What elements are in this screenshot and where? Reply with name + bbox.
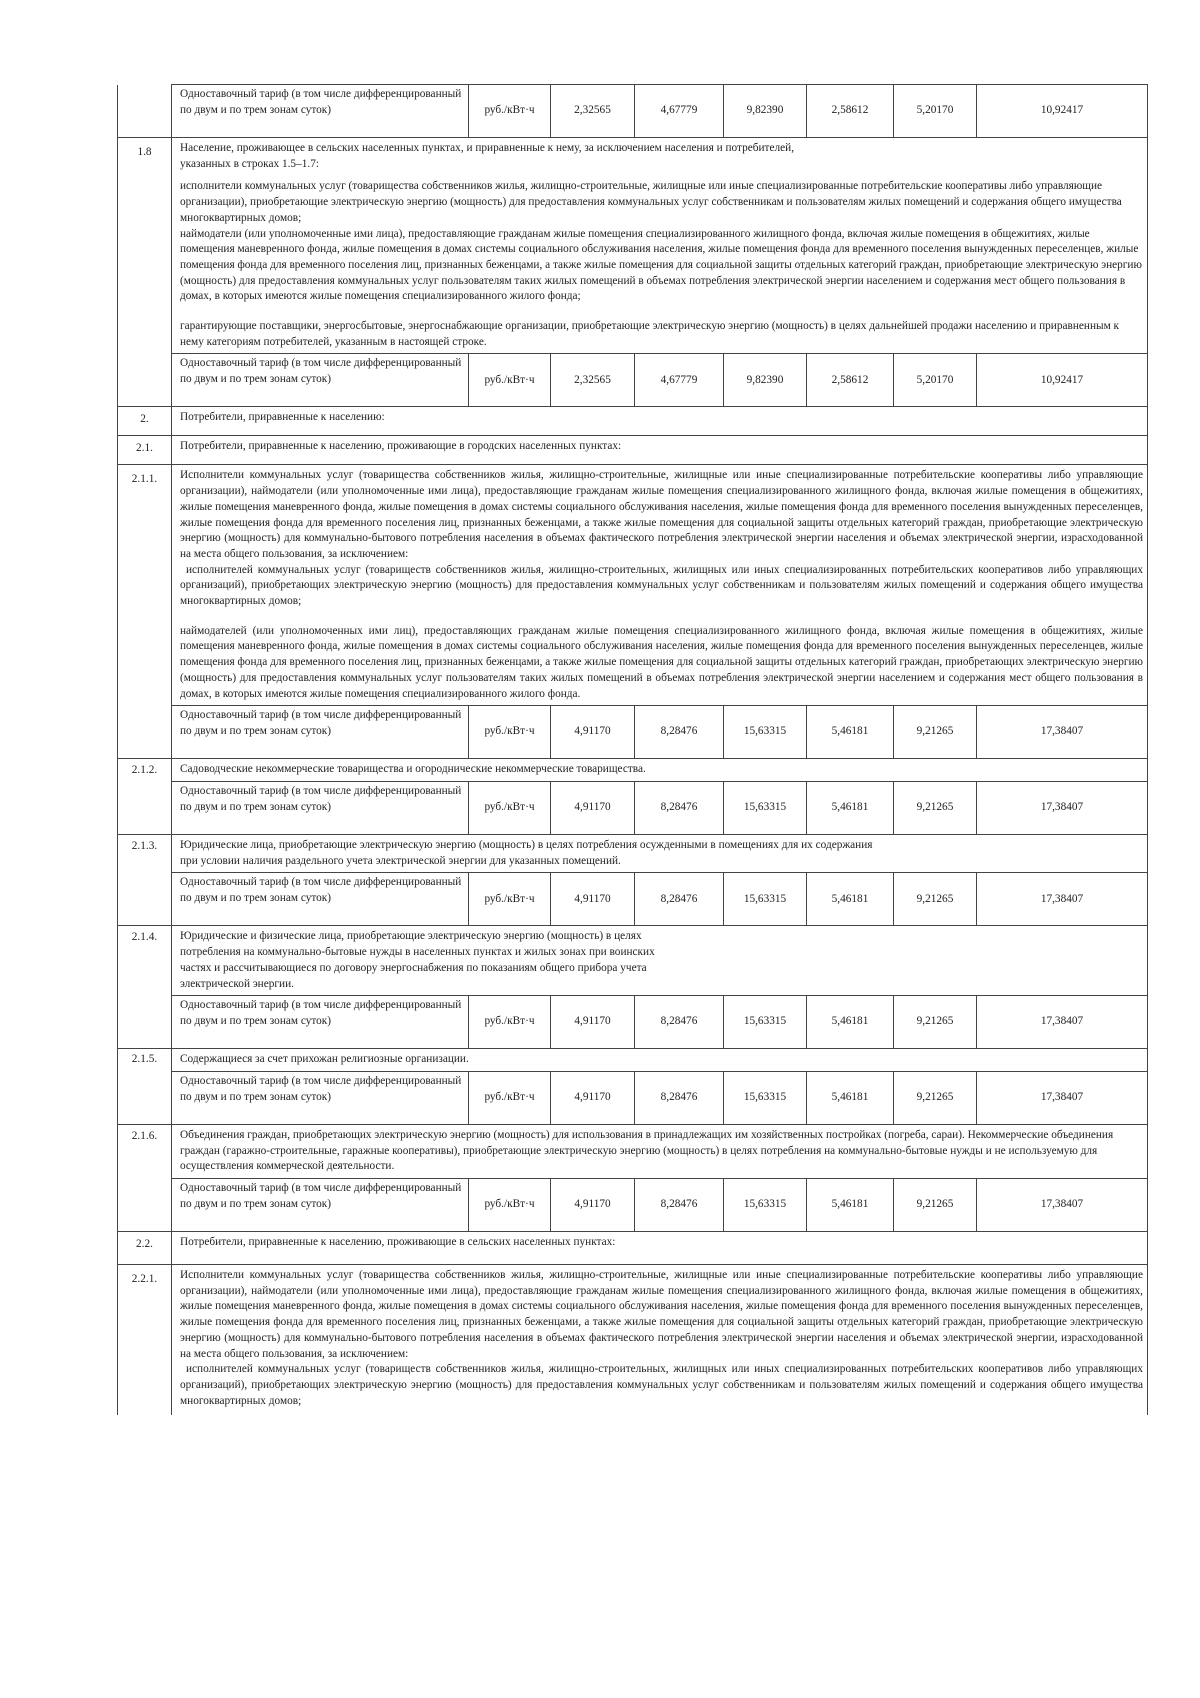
tariff-value: 5,20170 — [894, 85, 977, 138]
row-paragraph: Исполнители коммунальных услуг (товарищества собственников жилья, жилищно-строительные, жилищные или иные специализированные потребительские кооперативы либо управляющие организации), наймодатели (или уполномоченные ими лица), предоставляющие гражданам жилые помещения специализированного жилищного фонда, включая жилые помещения в общежитиях, жилые помещения маневренного фонда, жилые помещения в домах системы социального обслуживания населения, жилые помещения фонда для временного поселения вынужденных переселенцев, жилые помещения фонда для временного поселения лиц, признанных беженцами, а также жилые помещения для социальной защиты отдельных категорий граждан, приобретающие электрическую энергию (мощность) для коммунально-бытового потребления населения в объемах фактического потребления электрической энергии населения и объемах электрической энергии, израсходованной на места общего пользования, за исключением: — [180, 469, 1143, 560]
tariff-row — [118, 354, 1148, 407]
tariff-value: 9,21265 — [894, 873, 977, 926]
tariff-value: 4,91170 — [551, 996, 635, 1049]
tariff-value: 4,91170 — [551, 1179, 635, 1232]
tariff-value: 9,82390 — [724, 85, 807, 138]
tariff-value: 2,58612 — [807, 85, 894, 138]
tariff-value: 5,46181 — [807, 706, 894, 759]
section-row — [118, 1232, 1148, 1265]
tariff-value: 9,21265 — [894, 706, 977, 759]
row-number: 2.1.2. — [118, 759, 172, 835]
row-number: 2.1.3. — [118, 834, 172, 925]
tariff-label: Одноставочный тариф (в том числе дифференцированный по двум и по трем зонам суток) — [172, 85, 469, 138]
row-paragraph: гарантирующие поставщики, энергосбытовые, энергоснабжающие организации, приобретающие электрическую энергию (мощность) в целях дальнейшей продажи населению и приравненным к нему категориям потребителей, указанным в настоящей строке. — [180, 320, 1120, 348]
row-paragraph: наймодатели (или уполномоченные ими лица), предоставляющие гражданам жилые помещения специализированного жилищного фонда, включая жилые помещения в общежитиях, жилые помещения маневренного фонда, жилые помещения в домах системы социального обслуживания населения, жилые помещения фонда для временного поселения вынужденных переселенцев, жилые помещения фонда для временного поселения лиц, признанных беженцами, а также жилые помещения для социальной защиты отдельных категорий граждан, приобретающие электрическую энергию (мощность) для предоставления коммунальных услуг пользователям таких жилых помещений в объемах потребления электрической энергии населением и содержания мест общего пользования в домах, в которых имеются жилые помещения специализированного жилого фонда; — [180, 227, 1142, 303]
row-description — [172, 1265, 1148, 1416]
tariff-value: 15,63315 — [724, 706, 807, 759]
tariff-value: 5,46181 — [807, 873, 894, 926]
tariff-value: 17,38407 — [977, 996, 1148, 1049]
tariff-label: Одноставочный тариф (в том числе дифференцированный по двум и по трем зонам суток) — [172, 873, 469, 926]
tariff-value: 8,28476 — [635, 781, 724, 834]
row-number: 2.1.6. — [118, 1124, 172, 1231]
tariff-value: 9,82390 — [724, 354, 807, 407]
tariff-value: 5,46181 — [807, 1071, 894, 1124]
section-row — [118, 1049, 1148, 1072]
tariff-value: 8,28476 — [635, 996, 724, 1049]
tariff-value: 15,63315 — [724, 996, 807, 1049]
tariff-row — [118, 996, 1148, 1049]
tariff-value: 9,21265 — [894, 781, 977, 834]
section-row — [118, 834, 1148, 872]
row-number: 2.1.4. — [118, 926, 172, 1049]
row-number: 2.2.1. — [118, 1265, 172, 1416]
row-number: 2.1.5. — [118, 1049, 172, 1125]
tariff-value: 4,91170 — [551, 873, 635, 926]
tariff-value: 5,46181 — [807, 781, 894, 834]
section-row — [118, 436, 1148, 465]
tariff-row — [118, 1179, 1148, 1232]
tariff-row — [118, 873, 1148, 926]
row-number: 2.1. — [118, 436, 172, 465]
tariff-value: 4,91170 — [551, 706, 635, 759]
row-number: 2.2. — [118, 1232, 172, 1265]
tariff-label: Одноставочный тариф (в том числе дифференцированный по двум и по трем зонам суток) — [172, 354, 469, 407]
section-row — [118, 465, 1148, 706]
tariff-value: 8,28476 — [635, 1179, 724, 1232]
section-row — [118, 138, 1148, 354]
row-title: Содержащиеся за счет прихожан религиозные организации. — [172, 1049, 1148, 1072]
row-description — [172, 138, 1148, 354]
tariff-value: 8,28476 — [635, 706, 724, 759]
tariff-value: 8,28476 — [635, 1071, 724, 1124]
row-title: Садоводческие некоммерческие товарищества и огороднические некоммерческие товарищества. — [172, 759, 1148, 782]
tariff-value: 4,67779 — [635, 354, 724, 407]
tariff-value: 9,21265 — [894, 1179, 977, 1232]
row-number: 1.8 — [118, 138, 172, 407]
row-number: 2. — [118, 407, 172, 436]
row-number: 2.1.1. — [118, 465, 172, 759]
tariff-unit: руб./кВт·ч — [469, 706, 551, 759]
tariff-value: 5,46181 — [807, 996, 894, 1049]
tariff-unit: руб./кВт·ч — [469, 996, 551, 1049]
tariff-value: 9,21265 — [894, 996, 977, 1049]
tariff-label: Одноставочный тариф (в том числе дифференцированный по двум и по трем зонам суток) — [172, 706, 469, 759]
row-description — [172, 465, 1148, 706]
row-title: Объединения граждан, приобретающих электрическую энергию (мощность) для использования в принадлежащих им хозяйственных постройках (погреба, сараи). Некоммерческие объединения граждан (гаражно-строительные, гаражные кооперативы), приобретающие электрическую энергию (мощность) в целях потребления на коммунально-бытовые нужды и не используемую для осуществления коммерческой деятельности. — [172, 1124, 1148, 1178]
tariff-label: Одноставочный тариф (в том числе дифференцированный по двум и по трем зонам суток) — [172, 781, 469, 834]
tariff-value: 4,91170 — [551, 1071, 635, 1124]
row-paragraph: исполнителей коммунальных услуг (товариществ собственников жилья, жилищно-строительных, жилищных или иных специализированных потребительских кооперативов либо управляющих организаций), приобретающих электрическую энергию (мощность) для предоставления коммунальных услуг собственникам и пользователям жилых помещений и содержания общего имущества многоквартирных домов; — [180, 563, 1143, 608]
tariff-value: 10,92417 — [977, 354, 1148, 407]
tariff-unit: руб./кВт·ч — [469, 85, 551, 138]
tariff-row — [118, 781, 1148, 834]
tariff-unit: руб./кВт·ч — [469, 354, 551, 407]
row-title: Потребители, приравненные к населению, проживающие в городских населенных пунктах: — [172, 436, 1148, 465]
tariff-value: 2,58612 — [807, 354, 894, 407]
tariff-unit: руб./кВт·ч — [469, 873, 551, 926]
row-title: Юридические лица, приобретающие электрическую энергию (мощность) в целях потребления осужденными в помещениях для их содержания при условии наличия раздельного учета электрической энергии для указанных помещений. — [172, 834, 1148, 872]
section-row — [118, 759, 1148, 782]
tariff-value: 17,38407 — [977, 1179, 1148, 1232]
row-paragraph: Исполнители коммунальных услуг (товарищества собственников жилья, жилищно-строительные, жилищные или иные специализированные потребительские кооперативы либо управляющие организации), наймодатели (или уполномоченные ими лица), предоставляющие гражданам жилые помещения специализированного жилищного фонда, включая жилые помещения в общежитиях, жилые помещения маневренного фонда, жилые помещения в домах системы социального обслуживания населения, жилые помещения фонда для временного поселения вынужденных переселенцев, жилые помещения фонда для временного поселения лиц, признанных беженцами, а также жилые помещения для социальной защиты отдельных категорий граждан, приобретающие электрическую энергию (мощность) для коммунально-бытового потребления населения в объемах фактического потребления электрической энергии населения и объемах электрической энергии, израсходованной на места общего пользования, за исключением: — [180, 1269, 1143, 1360]
tariff-unit: руб./кВт·ч — [469, 781, 551, 834]
tariff-value: 17,38407 — [977, 873, 1148, 926]
tariff-value: 4,91170 — [551, 781, 635, 834]
tariff-unit: руб./кВт·ч — [469, 1179, 551, 1232]
tariff-label: Одноставочный тариф (в том числе дифференцированный по двум и по трем зонам суток) — [172, 1071, 469, 1124]
tariff-value: 5,20170 — [894, 354, 977, 407]
tariff-value: 2,32565 — [551, 85, 635, 138]
tariff-value: 15,63315 — [724, 1179, 807, 1232]
tariff-row — [118, 706, 1148, 759]
row-title: Население, проживающее в сельских населенных пунктах, и приравненные к нему, за исключением населения и потребителей, указанных в строках 1.5–1.7: — [180, 142, 795, 170]
tariff-value: 10,92417 — [977, 85, 1148, 138]
tariff-value: 17,38407 — [977, 781, 1148, 834]
section-row — [118, 926, 1148, 996]
tariff-value: 8,28476 — [635, 873, 724, 926]
tariff-value: 4,67779 — [635, 85, 724, 138]
row-number — [118, 85, 172, 138]
section-row — [118, 1265, 1148, 1416]
row-paragraph: исполнители коммунальных услуг (товарищества собственников жилья, жилищно-строительные, жилищные или иные специализированные потребительские кооперативы либо управляющие организации), приобретающие электрическую энергию (мощность) для предоставления коммунальных услуг собственникам и пользователям жилых помещений и содержания общего имущества многоквартирных домов; — [180, 180, 1122, 224]
tariff-value: 15,63315 — [724, 781, 807, 834]
tariff-label: Одноставочный тариф (в том числе дифференцированный по двум и по трем зонам суток) — [172, 1179, 469, 1232]
section-row — [118, 407, 1148, 436]
tariff-row — [118, 1071, 1148, 1124]
tariff-table — [117, 84, 1148, 1415]
section-row — [118, 1124, 1148, 1178]
row-paragraph: исполнителей коммунальных услуг (товариществ собственников жилья, жилищно-строительных, жилищных или иных специализированных потребительских кооперативов либо управляющих организаций), приобретающих электрическую энергию (мощность) для предоставления коммунальных услуг собственникам и пользователям жилых помещений и содержания общего имущества многоквартирных домов; — [180, 1363, 1143, 1407]
tariff-value: 9,21265 — [894, 1071, 977, 1124]
tariff-row — [118, 85, 1148, 138]
row-title: Потребители, приравненные к населению: — [172, 407, 1148, 436]
tariff-unit: руб./кВт·ч — [469, 1071, 551, 1124]
row-title: Юридические и физические лица, приобретающие электрическую энергию (мощность) в целях потребления на коммунально-бытовые нужды в населенных пунктах и жилых зонах при воинских частях и рассчитывающиеся по договору энергоснабжения по показаниям общего прибора учета электрической энергии. — [172, 926, 1148, 996]
tariff-value: 5,46181 — [807, 1179, 894, 1232]
tariff-label: Одноставочный тариф (в том числе дифференцированный по двум и по трем зонам суток) — [172, 996, 469, 1049]
tariff-value: 17,38407 — [977, 706, 1148, 759]
tariff-value: 15,63315 — [724, 873, 807, 926]
row-paragraph: наймодателей (или уполномоченных ими лиц), предоставляющих гражданам жилые помещения специализированного жилищного фонда, включая жилые помещения в общежитиях, жилые помещения маневренного фонда, жилые помещения в домах системы социального обслуживания населения, жилые помещения фонда для временного поселения вынужденных переселенцев, жилые помещения фонда для временного поселения лиц, признанных беженцами, а также жилые помещения для социальной защиты отдельных категорий граждан, приобретающих электрическую энергию (мощность) для предоставления коммунальных услуг пользователям таких жилых помещений в объемах потребления электрической энергии населением и содержания мест общего пользования в домах, в которых имеются жилые помещения специализированного жилого фонда. — [180, 624, 1143, 700]
tariff-value: 17,38407 — [977, 1071, 1148, 1124]
row-title: Потребители, приравненные к населению, проживающие в сельских населенных пунктах: — [172, 1232, 1148, 1265]
tariff-value: 15,63315 — [724, 1071, 807, 1124]
tariff-value: 2,32565 — [551, 354, 635, 407]
